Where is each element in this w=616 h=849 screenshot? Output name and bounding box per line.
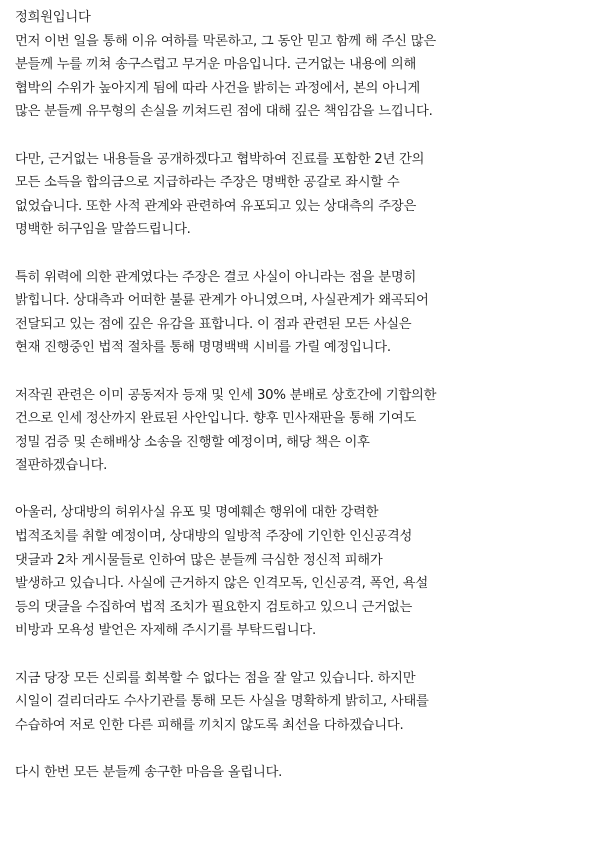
- paragraph-1: [15, 30, 611, 148]
- paragraph-5: [15, 501, 611, 666]
- text-line: 분들께 누를 끼쳐 송구스럽고 무거운 마음입니다. 근거없는 내용에 의해: [15, 57, 417, 73]
- text-line: 법적조치를 취할 예정이며, 상대방의 일방적 주장에 기인한 인신공격성: [15, 529, 413, 545]
- paragraph-4: [15, 384, 611, 502]
- text-line: 모든 소득을 합의금으로 지급하라는 주장은 명백한 공갈로 좌시할 수: [15, 175, 400, 191]
- text-line: 명백한 허구임을 말씀드립니다.: [15, 222, 191, 238]
- text-line: 현재 진행중인 법적 절차를 통해 명명백백 시비를 가릴 예정입니다.: [15, 340, 391, 356]
- text-line: 시일이 걸리더라도 수사기관를 통해 모든 사실을 명확하게 밝히고, 사태를: [15, 694, 429, 710]
- text-line: 건으로 인세 정산까지 완료된 사안입니다. 향후 민사재판을 통해 기여도: [15, 411, 417, 427]
- paragraph-3: [15, 266, 611, 384]
- paragraph-spacer: [15, 737, 611, 761]
- text-line: 많은 분들께 유무형의 손실을 끼쳐드린 점에 대해 깊은 책임감을 느낍니다.: [15, 104, 433, 120]
- text-line: 등의 댓글을 수집하여 법적 조치가 필요한지 검토하고 있으니 근거없는: [15, 599, 413, 615]
- paragraph-7: [15, 761, 611, 785]
- text-line: 밝힙니다. 상대측과 어떠한 불륜 관계가 아니였으며, 사실관계가 왜곡되어: [15, 293, 429, 309]
- paragraph-spacer: [15, 478, 611, 502]
- text-line: 비방과 모욕성 발언은 자제해 주시기를 부탁드립니다.: [15, 623, 316, 639]
- paragraph-spacer: [15, 643, 611, 667]
- text-line: 전달되고 있는 점에 깊은 유감을 표합니다. 이 점과 관련된 모든 사실은: [15, 316, 412, 332]
- text-line: 특히 위력에 의한 관계였다는 주장은 결코 사실이 아니라는 점을 분명히: [15, 269, 417, 285]
- paragraph-spacer: [15, 360, 611, 384]
- greeting-line: 정희원입니다: [15, 10, 91, 25]
- text-line: 협박의 수위가 높아지게 됨에 따라 사건을 밝히는 과정에서, 본의 아니게: [15, 80, 421, 96]
- text-line: 다만, 근거없는 내용들을 공개하겠다고 협박하여 진료를 포함한 2년 간의: [15, 151, 425, 167]
- text-line: 절판하겠습니다.: [15, 458, 108, 474]
- text-line: 발생하고 있습니다. 사실에 근거하지 않은 인격모독, 인신공격, 폭언, 욕설: [15, 576, 428, 592]
- text-line: 없었습니다. 또한 사적 관계와 관련하여 유포되고 있는 상대측의 주장은: [15, 198, 417, 214]
- paragraph-spacer: [15, 242, 611, 266]
- text-line: 수습하여 저로 인한 다른 피해를 끼치지 않도록 최선을 다하겠습니다.: [15, 717, 404, 733]
- text-line: 저작권 관련은 이미 공동저자 등재 및 인세 30% 분배로 상호간에 기합의한: [15, 387, 437, 403]
- paragraph-2: [15, 148, 611, 266]
- text-line: 댓글과 2차 게시물들로 인하여 많은 분들께 극심한 정신적 피해가: [15, 552, 383, 568]
- text-line: 정밀 검증 및 손해배상 소송을 진행할 예정이며, 해당 책은 이후: [15, 434, 370, 450]
- text-line: 지금 당장 모든 신뢰를 회복할 수 없다는 점을 잘 알고 있습니다. 하지만: [15, 670, 416, 686]
- text-line: 아울러, 상대방의 허위사실 유포 및 명예훼손 행위에 대한 강력한: [15, 505, 379, 521]
- text-line: 먼저 이번 일을 통해 이유 여하를 막론하고, 그 동안 믿고 함께 해 주신 많은: [15, 33, 436, 49]
- paragraph-6: [15, 667, 611, 761]
- statement-document: [15, 6, 611, 785]
- text-line: 다시 한번 모든 분들께 송구한 마음을 올립니다.: [15, 765, 283, 780]
- paragraph-spacer: [15, 124, 611, 148]
- paragraphs: [15, 30, 611, 785]
